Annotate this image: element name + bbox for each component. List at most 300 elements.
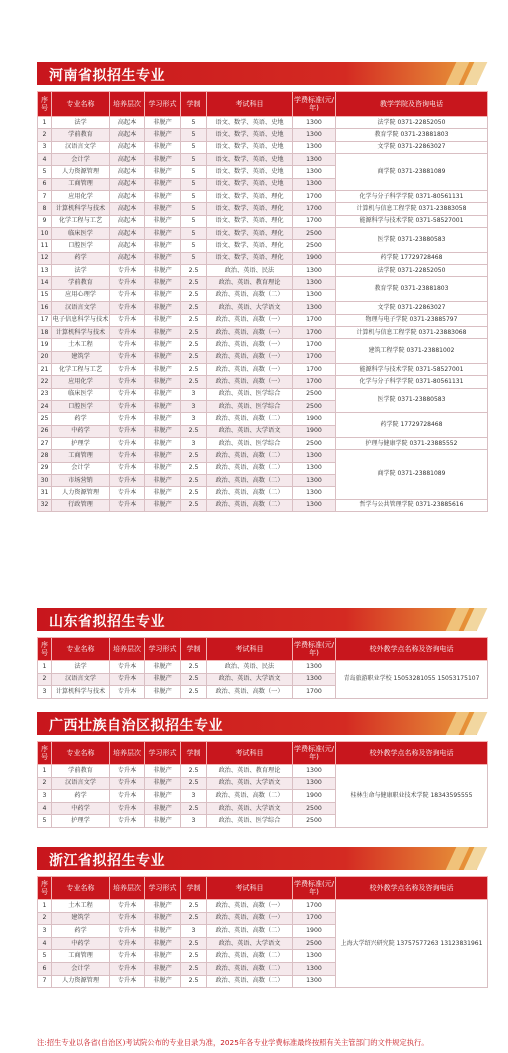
table-cell: 中药学 bbox=[52, 425, 110, 437]
table-cell: 政治、英语、医学综合 bbox=[207, 400, 293, 412]
table-cell: 2.5 bbox=[181, 802, 207, 815]
table-cell: 2500 bbox=[293, 388, 336, 400]
table-cell: 非脱产 bbox=[145, 376, 181, 388]
contact-cell: 教育学院 0371-23881803 bbox=[336, 277, 488, 302]
table-cell: 2 bbox=[38, 673, 52, 686]
table-cell: 非脱产 bbox=[145, 975, 181, 988]
table-row bbox=[38, 450, 488, 462]
table-cell: 1300 bbox=[293, 166, 336, 178]
table-cell: 2.5 bbox=[181, 765, 207, 778]
table-cell: 1 bbox=[38, 117, 52, 129]
table-cell: 专升本 bbox=[110, 339, 145, 351]
table-cell: 3 bbox=[181, 413, 207, 425]
table-cell: 语文、数学、英语、理化 bbox=[207, 203, 293, 215]
section-title: 河南省拟招生专业 bbox=[49, 68, 165, 84]
table-cell: 5 bbox=[38, 815, 52, 828]
table-cell: 17 bbox=[38, 314, 52, 326]
table-cell: 非脱产 bbox=[145, 937, 181, 950]
column-header: 培养层次 bbox=[110, 742, 145, 765]
table-cell: 非脱产 bbox=[145, 802, 181, 815]
table-cell: 20 bbox=[38, 351, 52, 363]
table-cell: 政治、英语、高数（一） bbox=[207, 314, 293, 326]
table-cell: 语文、数学、英语、史地 bbox=[207, 154, 293, 166]
table-row bbox=[38, 265, 488, 277]
table-cell: 1300 bbox=[293, 673, 336, 686]
table-cell: 2.5 bbox=[181, 975, 207, 988]
table-cell: 专升本 bbox=[110, 686, 145, 699]
table-cell: 5 bbox=[181, 154, 207, 166]
column-header: 学制 bbox=[181, 92, 207, 117]
table-cell: 学前教育 bbox=[52, 765, 110, 778]
table-cell: 2500 bbox=[293, 228, 336, 240]
table-row bbox=[38, 413, 488, 425]
contact-cell: 青岛旅游职业学校 15053281055 15053175107 bbox=[336, 661, 488, 699]
contact-cell: 医学院 0371-23880583 bbox=[336, 228, 488, 253]
table-cell: 1300 bbox=[293, 777, 336, 790]
column-header: 专业名称 bbox=[52, 92, 110, 117]
table-cell: 1700 bbox=[293, 314, 336, 326]
table-cell: 政治、英语、高数（二） bbox=[207, 925, 293, 938]
table-cell: 非脱产 bbox=[145, 339, 181, 351]
table-cell: 专升本 bbox=[110, 815, 145, 828]
table-cell: 1900 bbox=[293, 252, 336, 264]
contact-cell: 计算机与信息工程学院 0371-23883058 bbox=[336, 203, 488, 215]
column-header: 学习形式 bbox=[145, 638, 181, 661]
table-cell: 汉语言文学 bbox=[52, 141, 110, 153]
table-cell: 专升本 bbox=[110, 661, 145, 674]
table-cell: 法学 bbox=[52, 265, 110, 277]
table-cell: 1300 bbox=[293, 462, 336, 474]
table-row bbox=[38, 499, 488, 511]
table-cell: 专升本 bbox=[110, 289, 145, 301]
table-cell: 人力资源管理 bbox=[52, 975, 110, 988]
table-cell: 专升本 bbox=[110, 388, 145, 400]
table-cell: 会计学 bbox=[52, 462, 110, 474]
table-cell: 专升本 bbox=[110, 790, 145, 803]
table-cell: 专升本 bbox=[110, 351, 145, 363]
column-header: 培养层次 bbox=[110, 638, 145, 661]
table-cell: 非脱产 bbox=[145, 815, 181, 828]
table-cell: 政治、英语、高数（二） bbox=[207, 474, 293, 486]
table-cell: 汉语言文学 bbox=[52, 777, 110, 790]
table-cell: 政治、英语、高数（一） bbox=[207, 326, 293, 338]
table-cell: 非脱产 bbox=[145, 673, 181, 686]
column-header: 培养层次 bbox=[110, 877, 145, 900]
table-cell: 7 bbox=[38, 975, 52, 988]
section-banner bbox=[37, 608, 477, 631]
table-cell: 专升本 bbox=[110, 326, 145, 338]
table-cell: 5 bbox=[181, 252, 207, 264]
section-title: 山东省拟招生专业 bbox=[49, 614, 165, 630]
table-cell: 专升本 bbox=[110, 962, 145, 975]
table-cell: 23 bbox=[38, 388, 52, 400]
table-row bbox=[38, 203, 488, 215]
table-cell: 5 bbox=[181, 178, 207, 190]
table-row bbox=[38, 117, 488, 129]
table-cell: 工商管理 bbox=[52, 178, 110, 190]
table-cell: 非脱产 bbox=[145, 912, 181, 925]
column-header: 序号 bbox=[38, 742, 52, 765]
contact-cell: 上海大学绍兴研究院 13757577263 13123831961 bbox=[336, 900, 488, 988]
table-cell: 专升本 bbox=[110, 950, 145, 963]
table-cell: 专升本 bbox=[110, 912, 145, 925]
contact-cell: 能源科学与技术学院 0371-58527001 bbox=[336, 215, 488, 227]
contact-cell: 计算机与信息工程学院 0371-23883068 bbox=[336, 326, 488, 338]
table-cell: 高起本 bbox=[110, 129, 145, 141]
table-row bbox=[38, 154, 488, 166]
table-cell: 非脱产 bbox=[145, 265, 181, 277]
table-cell: 药学 bbox=[52, 925, 110, 938]
table-cell: 2.5 bbox=[181, 314, 207, 326]
column-header: 专业名称 bbox=[52, 877, 110, 900]
table-cell: 1700 bbox=[293, 376, 336, 388]
table-cell: 2.5 bbox=[181, 376, 207, 388]
table-cell: 1300 bbox=[293, 277, 336, 289]
table-cell: 26 bbox=[38, 425, 52, 437]
table-cell: 1 bbox=[38, 765, 52, 778]
table-cell: 2.5 bbox=[181, 937, 207, 950]
table-cell: 非脱产 bbox=[145, 215, 181, 227]
table-cell: 2.5 bbox=[181, 289, 207, 301]
enrollment-table bbox=[37, 637, 488, 699]
table-cell: 非脱产 bbox=[145, 240, 181, 252]
table-cell: 高起本 bbox=[110, 166, 145, 178]
table-row bbox=[38, 661, 488, 674]
table-cell: 专升本 bbox=[110, 425, 145, 437]
table-cell: 政治、英语、高数（一） bbox=[207, 912, 293, 925]
table-cell: 3 bbox=[181, 437, 207, 449]
table-cell: 会计学 bbox=[52, 962, 110, 975]
table-cell: 政治、英语、医学综合 bbox=[207, 388, 293, 400]
table-cell: 2.5 bbox=[181, 900, 207, 913]
table-cell: 政治、英语、高数（一） bbox=[207, 363, 293, 375]
contact-cell: 文学院 0371-22863027 bbox=[336, 302, 488, 314]
table-row bbox=[38, 339, 488, 351]
table-cell: 3 bbox=[38, 141, 52, 153]
table-cell: 非脱产 bbox=[145, 790, 181, 803]
table-cell: 专升本 bbox=[110, 900, 145, 913]
table-cell: 专升本 bbox=[110, 400, 145, 412]
table-cell: 政治、英语、高数（二） bbox=[207, 413, 293, 425]
table-cell: 非脱产 bbox=[145, 178, 181, 190]
table-row bbox=[38, 765, 488, 778]
table-cell: 市场营销 bbox=[52, 474, 110, 486]
table-cell: 护理学 bbox=[52, 437, 110, 449]
table-cell: 学前教育 bbox=[52, 129, 110, 141]
table-cell: 语文、数学、英语、史地 bbox=[207, 178, 293, 190]
table-cell: 非脱产 bbox=[145, 950, 181, 963]
table-cell: 非脱产 bbox=[145, 487, 181, 499]
table-cell: 2 bbox=[38, 777, 52, 790]
table-cell: 1300 bbox=[293, 499, 336, 511]
table-cell: 2500 bbox=[293, 437, 336, 449]
table-cell: 5 bbox=[181, 141, 207, 153]
table-cell: 高起本 bbox=[110, 117, 145, 129]
table-cell: 语文、数学、英语、史地 bbox=[207, 166, 293, 178]
table-cell: 专升本 bbox=[110, 363, 145, 375]
table-cell: 药学 bbox=[52, 790, 110, 803]
table-cell: 专升本 bbox=[110, 673, 145, 686]
table-cell: 22 bbox=[38, 376, 52, 388]
table-cell: 政治、英语、高数（二） bbox=[207, 462, 293, 474]
table-cell: 政治、英语、高数（二） bbox=[207, 790, 293, 803]
table-cell: 计算机科学与技术 bbox=[52, 203, 110, 215]
contact-cell: 商学院 0371-23881089 bbox=[336, 450, 488, 499]
table-cell: 30 bbox=[38, 474, 52, 486]
table-cell: 2.5 bbox=[181, 661, 207, 674]
table-cell: 政治、英语、大学语文 bbox=[207, 302, 293, 314]
table-cell: 1900 bbox=[293, 790, 336, 803]
table-cell: 4 bbox=[38, 154, 52, 166]
table-cell: 1700 bbox=[293, 363, 336, 375]
table-cell: 非脱产 bbox=[145, 166, 181, 178]
table-cell: 2.5 bbox=[181, 265, 207, 277]
table-cell: 2.5 bbox=[181, 487, 207, 499]
table-cell: 专升本 bbox=[110, 975, 145, 988]
table-cell: 政治、英语、高数（一） bbox=[207, 339, 293, 351]
table-cell: 语文、数学、英语、理化 bbox=[207, 252, 293, 264]
table-cell: 土木工程 bbox=[52, 339, 110, 351]
table-cell: 政治、英语、大学语文 bbox=[207, 673, 293, 686]
contact-cell: 哲学与公共管理学院 0371-23885616 bbox=[336, 499, 488, 511]
table-cell: 政治、英语、高数（二） bbox=[207, 499, 293, 511]
table-cell: 1300 bbox=[293, 450, 336, 462]
table-cell: 政治、英语、大学语文 bbox=[207, 937, 293, 950]
contact-cell: 建筑工程学院 0371-23881002 bbox=[336, 339, 488, 364]
table-cell: 非脱产 bbox=[145, 252, 181, 264]
table-cell: 1700 bbox=[293, 191, 336, 203]
table-cell: 2.5 bbox=[181, 673, 207, 686]
table-cell: 专升本 bbox=[110, 499, 145, 511]
footer-note: 注:招生专业以各省(自治区)考试院公布的专业目录为准，2025年各专业学费标准最终按照有关主管部门的文件规定执行。 bbox=[37, 1038, 429, 1047]
table-cell: 2.5 bbox=[181, 462, 207, 474]
table-cell: 2.5 bbox=[181, 326, 207, 338]
table-cell: 政治、英语、高数（二） bbox=[207, 962, 293, 975]
section-banner bbox=[37, 62, 477, 85]
contact-cell: 化学与分子科学学院 0371-80561131 bbox=[336, 376, 488, 388]
table-cell: 24 bbox=[38, 400, 52, 412]
table-cell: 3 bbox=[181, 925, 207, 938]
contact-cell: 药学院 17729728468 bbox=[336, 413, 488, 438]
table-cell: 3 bbox=[181, 815, 207, 828]
table-cell: 1300 bbox=[293, 975, 336, 988]
table-cell: 5 bbox=[38, 166, 52, 178]
table-cell: 25 bbox=[38, 413, 52, 425]
table-cell: 政治、英语、高数（二） bbox=[207, 950, 293, 963]
table-cell: 1300 bbox=[293, 950, 336, 963]
table-row bbox=[38, 437, 488, 449]
table-cell: 专升本 bbox=[110, 777, 145, 790]
table-row bbox=[38, 302, 488, 314]
table-cell: 非脱产 bbox=[145, 450, 181, 462]
table-cell: 1900 bbox=[293, 425, 336, 437]
table-cell: 32 bbox=[38, 499, 52, 511]
table-cell: 非脱产 bbox=[145, 117, 181, 129]
contact-cell: 教育学院 0371-23881803 bbox=[336, 129, 488, 141]
table-cell: 1300 bbox=[293, 474, 336, 486]
table-cell: 1 bbox=[38, 661, 52, 674]
table-cell: 1300 bbox=[293, 178, 336, 190]
table-cell: 11 bbox=[38, 240, 52, 252]
column-header: 校外教学点名称及咨询电话 bbox=[336, 877, 488, 900]
table-cell: 电子信息科学与技术 bbox=[52, 314, 110, 326]
table-cell: 政治、英语、高数（二） bbox=[207, 975, 293, 988]
table-cell: 27 bbox=[38, 437, 52, 449]
table-cell: 专升本 bbox=[110, 437, 145, 449]
table-cell: 临床医学 bbox=[52, 228, 110, 240]
table-cell: 专升本 bbox=[110, 925, 145, 938]
enrollment-table bbox=[37, 91, 488, 512]
table-cell: 政治、英语、教育理论 bbox=[207, 277, 293, 289]
table-cell: 语文、数学、英语、史地 bbox=[207, 117, 293, 129]
table-cell: 2.5 bbox=[181, 450, 207, 462]
table-cell: 非脱产 bbox=[145, 661, 181, 674]
table-cell: 2.5 bbox=[181, 425, 207, 437]
table-cell: 高起本 bbox=[110, 178, 145, 190]
table-cell: 1300 bbox=[293, 154, 336, 166]
table-cell: 高起本 bbox=[110, 252, 145, 264]
table-cell: 2.5 bbox=[181, 912, 207, 925]
column-header: 学制 bbox=[181, 877, 207, 900]
table-cell: 建筑学 bbox=[52, 351, 110, 363]
table-cell: 2.5 bbox=[181, 499, 207, 511]
table-cell: 政治、英语、民法 bbox=[207, 661, 293, 674]
table-cell: 专升本 bbox=[110, 802, 145, 815]
table-cell: 2500 bbox=[293, 802, 336, 815]
table-cell: 16 bbox=[38, 302, 52, 314]
table-cell: 语文、数学、英语、理化 bbox=[207, 215, 293, 227]
table-cell: 非脱产 bbox=[145, 474, 181, 486]
table-cell: 2500 bbox=[293, 400, 336, 412]
table-row bbox=[38, 900, 488, 913]
table-cell: 计算机科学与技术 bbox=[52, 326, 110, 338]
table-cell: 非脱产 bbox=[145, 765, 181, 778]
table-cell: 非脱产 bbox=[145, 154, 181, 166]
table-cell: 2.5 bbox=[181, 777, 207, 790]
enrollment-table bbox=[37, 876, 488, 988]
table-row bbox=[38, 141, 488, 153]
table-cell: 政治、英语、高数（一） bbox=[207, 351, 293, 363]
table-cell: 口腔医学 bbox=[52, 240, 110, 252]
table-cell: 1700 bbox=[293, 900, 336, 913]
column-header: 学费标准(元/年) bbox=[293, 92, 336, 117]
table-cell: 1300 bbox=[293, 141, 336, 153]
table-cell: 7 bbox=[38, 191, 52, 203]
table-cell: 非脱产 bbox=[145, 191, 181, 203]
table-cell: 1900 bbox=[293, 925, 336, 938]
table-cell: 专升本 bbox=[110, 450, 145, 462]
table-cell: 15 bbox=[38, 289, 52, 301]
table-cell: 2 bbox=[38, 129, 52, 141]
column-header: 学习形式 bbox=[145, 742, 181, 765]
column-header: 考试科目 bbox=[207, 742, 293, 765]
column-header: 学费标准(元/年) bbox=[293, 877, 336, 900]
table-cell: 语文、数学、英语、理化 bbox=[207, 228, 293, 240]
table-cell: 2.5 bbox=[181, 351, 207, 363]
table-cell: 政治、英语、民法 bbox=[207, 265, 293, 277]
table-cell: 1900 bbox=[293, 413, 336, 425]
table-cell: 专升本 bbox=[110, 462, 145, 474]
table-cell: 法学 bbox=[52, 661, 110, 674]
table-cell: 高起本 bbox=[110, 215, 145, 227]
table-cell: 政治、英语、医学综合 bbox=[207, 815, 293, 828]
table-cell: 非脱产 bbox=[145, 129, 181, 141]
contact-cell: 商学院 0371-23881089 bbox=[336, 154, 488, 191]
contact-cell: 化学与分子科学学院 0371-80561131 bbox=[336, 191, 488, 203]
table-cell: 28 bbox=[38, 450, 52, 462]
table-cell: 政治、英语、高数（二） bbox=[207, 487, 293, 499]
table-cell: 5 bbox=[181, 191, 207, 203]
section-title: 广西壮族自治区拟招生专业 bbox=[49, 718, 223, 734]
table-cell: 19 bbox=[38, 339, 52, 351]
table-cell: 学前教育 bbox=[52, 277, 110, 289]
column-header: 校外教学点名称及咨询电话 bbox=[336, 742, 488, 765]
table-cell: 高起本 bbox=[110, 228, 145, 240]
table-cell: 29 bbox=[38, 462, 52, 474]
column-header: 学习形式 bbox=[145, 92, 181, 117]
table-cell: 5 bbox=[181, 166, 207, 178]
table-cell: 1300 bbox=[293, 661, 336, 674]
table-cell: 药学 bbox=[52, 413, 110, 425]
table-cell: 政治、英语、大学语文 bbox=[207, 777, 293, 790]
table-cell: 1300 bbox=[293, 487, 336, 499]
column-header: 序号 bbox=[38, 92, 52, 117]
table-cell: 1300 bbox=[293, 117, 336, 129]
table-row bbox=[38, 363, 488, 375]
table-cell: 1300 bbox=[293, 962, 336, 975]
table-cell: 专升本 bbox=[110, 277, 145, 289]
contact-cell: 护理与健康学院 0371-23885552 bbox=[336, 437, 488, 449]
section-banner bbox=[37, 712, 477, 735]
table-cell: 1 bbox=[38, 900, 52, 913]
column-header: 序号 bbox=[38, 638, 52, 661]
table-cell: 政治、英语、高数（一） bbox=[207, 376, 293, 388]
table-cell: 专升本 bbox=[110, 302, 145, 314]
table-cell: 非脱产 bbox=[145, 437, 181, 449]
table-cell: 14 bbox=[38, 277, 52, 289]
table-cell: 非脱产 bbox=[145, 777, 181, 790]
table-cell: 口腔医学 bbox=[52, 400, 110, 412]
table-cell: 专升本 bbox=[110, 487, 145, 499]
table-cell: 非脱产 bbox=[145, 388, 181, 400]
table-cell: 专升本 bbox=[110, 937, 145, 950]
contact-cell: 药学院 17729728468 bbox=[336, 252, 488, 264]
table-cell: 应用化学 bbox=[52, 191, 110, 203]
column-header: 学制 bbox=[181, 638, 207, 661]
table-row bbox=[38, 326, 488, 338]
contact-cell: 文学院 0371-22863027 bbox=[336, 141, 488, 153]
table-cell: 计算机科学与技术 bbox=[52, 686, 110, 699]
column-header: 序号 bbox=[38, 877, 52, 900]
table-cell: 1700 bbox=[293, 203, 336, 215]
table-cell: 3 bbox=[181, 790, 207, 803]
table-cell: 8 bbox=[38, 203, 52, 215]
table-cell: 非脱产 bbox=[145, 302, 181, 314]
table-cell: 高起本 bbox=[110, 141, 145, 153]
table-cell: 31 bbox=[38, 487, 52, 499]
table-cell: 非脱产 bbox=[145, 228, 181, 240]
table-cell: 语文、数学、英语、史地 bbox=[207, 129, 293, 141]
table-cell: 语文、数学、英语、理化 bbox=[207, 240, 293, 252]
table-cell: 2500 bbox=[293, 937, 336, 950]
table-cell: 2 bbox=[38, 912, 52, 925]
table-cell: 应用化学 bbox=[52, 376, 110, 388]
column-header: 专业名称 bbox=[52, 638, 110, 661]
table-cell: 2.5 bbox=[181, 474, 207, 486]
table-cell: 政治、英语、大学语文 bbox=[207, 425, 293, 437]
table-cell: 政治、英语、高数（二） bbox=[207, 450, 293, 462]
table-cell: 中药学 bbox=[52, 802, 110, 815]
